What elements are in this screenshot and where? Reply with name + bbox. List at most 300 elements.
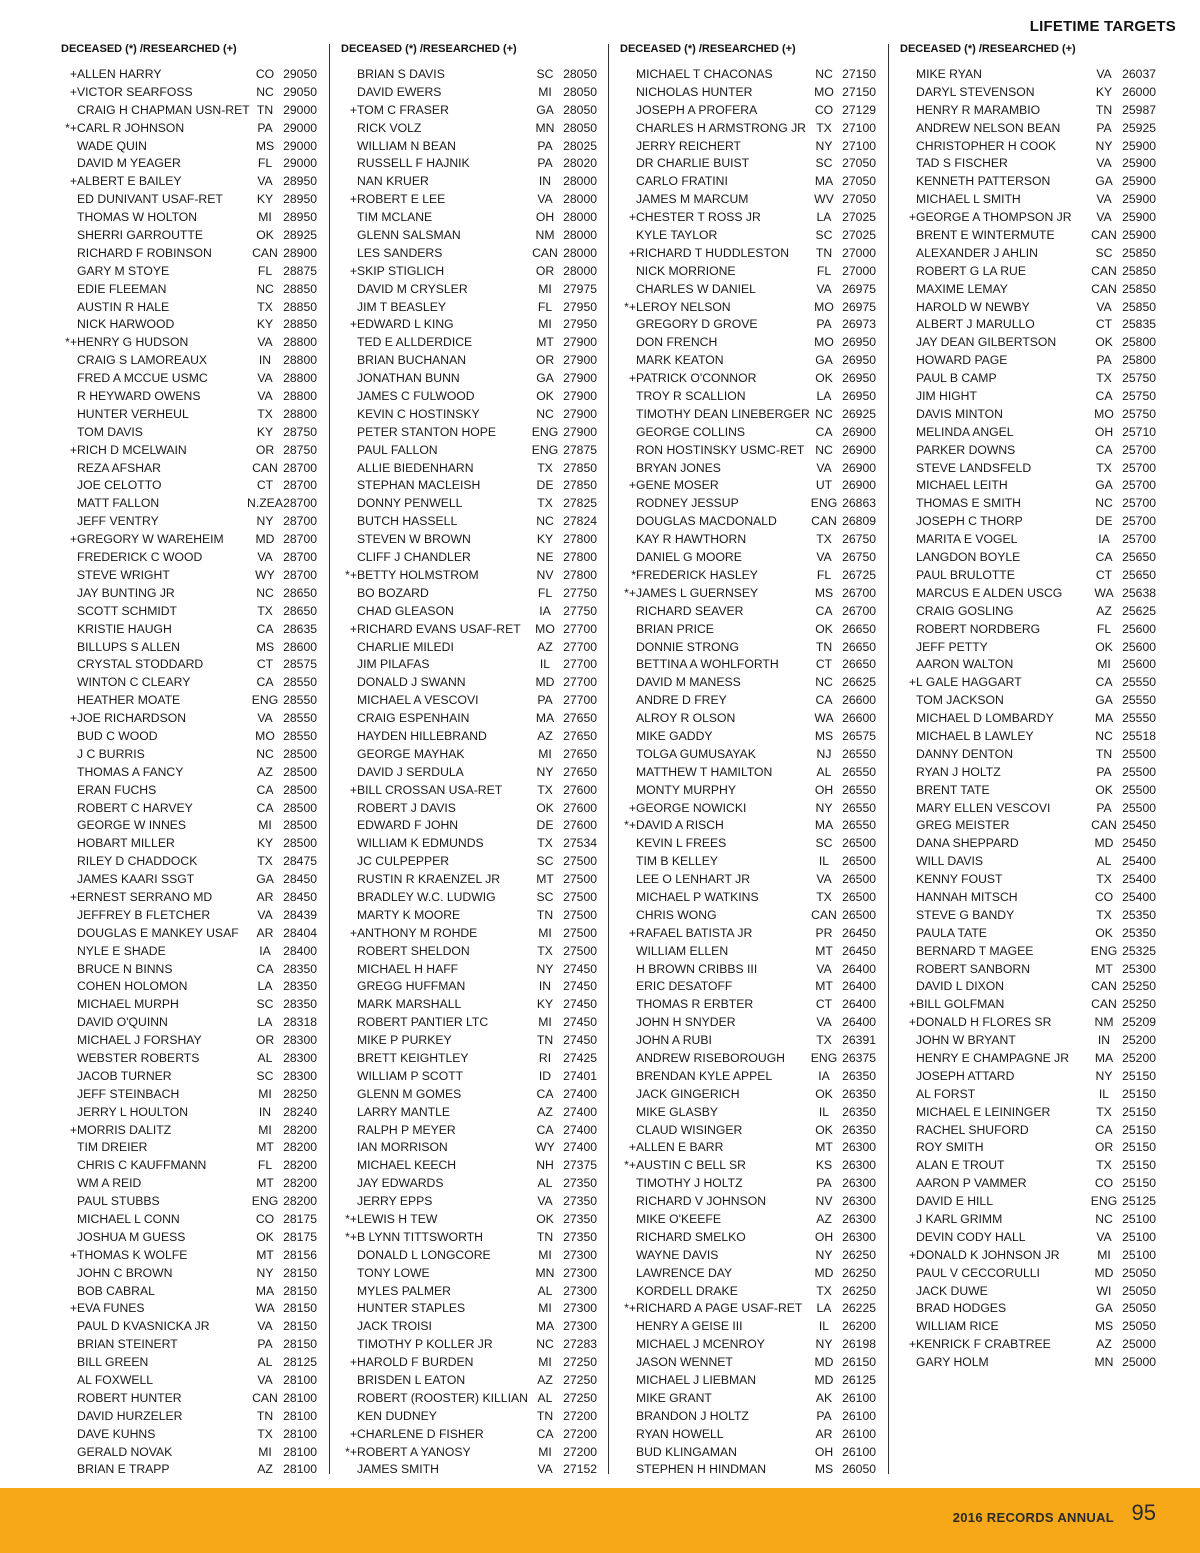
hunter-name: ANTHONY M ROHDE xyxy=(357,925,478,940)
record-row xyxy=(620,835,882,853)
hunter-name: BETTINA A WOHLFORTH xyxy=(636,657,779,672)
hunter-name: MARTY K MOORE xyxy=(357,907,461,922)
record-row xyxy=(341,1300,603,1318)
record-row xyxy=(620,692,882,710)
score-value: 27824 xyxy=(563,514,597,529)
hunter-name: AARON P VAMMER xyxy=(916,1176,1027,1191)
hunter-name: NICK HARWOOD xyxy=(77,317,175,332)
score-value: 28700 xyxy=(283,460,317,475)
state-code: CA xyxy=(1095,1122,1113,1137)
status-marker: + xyxy=(908,675,916,690)
score-value: 29000 xyxy=(283,120,317,135)
score-value: 27900 xyxy=(563,335,597,350)
score-value: 27450 xyxy=(563,961,597,976)
score-value: 28100 xyxy=(283,1462,317,1477)
record-row xyxy=(620,907,882,925)
hunter-name: MIKE GLASBY xyxy=(636,1104,718,1119)
state-code: MI xyxy=(538,84,552,99)
record-row xyxy=(61,1032,323,1050)
state-code: KY xyxy=(536,997,554,1012)
score-value: 26550 xyxy=(842,764,876,779)
record-row xyxy=(900,1050,1162,1068)
record-row xyxy=(341,800,603,818)
record-row xyxy=(900,1211,1162,1229)
state-code: MI xyxy=(538,925,552,940)
record-row xyxy=(61,352,323,370)
hunter-name: TOM DAVIS xyxy=(77,424,143,439)
record-row xyxy=(61,925,323,943)
state-code: NY xyxy=(815,800,833,815)
record-row xyxy=(341,352,603,370)
state-code: MN xyxy=(535,120,555,135)
record-row xyxy=(61,316,323,334)
state-code: AL xyxy=(537,1283,553,1298)
record-row xyxy=(341,155,603,173)
score-value: 26100 xyxy=(842,1426,876,1441)
record-row xyxy=(620,102,882,120)
score-value: 26350 xyxy=(842,1122,876,1137)
record-row xyxy=(620,800,882,818)
record-row xyxy=(341,191,603,209)
hunter-name: GREGORY W WAREHEIM xyxy=(77,532,224,547)
state-code: OH xyxy=(814,1229,834,1244)
hunter-name: FRED A MCCUE USMC xyxy=(77,371,208,386)
score-value: 26300 xyxy=(842,1212,876,1226)
hunter-name: GLENN SALSMAN xyxy=(357,228,461,243)
score-value: 27400 xyxy=(563,1086,597,1101)
score-value: 28020 xyxy=(563,156,597,171)
state-code: VA xyxy=(816,460,832,475)
score-value: 28800 xyxy=(283,406,317,421)
state-code: WA xyxy=(814,711,834,726)
record-row xyxy=(900,1139,1162,1157)
column-divider xyxy=(608,44,609,1474)
record-row xyxy=(61,245,323,263)
hunter-name: BUD KLINGAMAN xyxy=(636,1444,737,1459)
status-marker: + xyxy=(69,67,77,81)
record-row xyxy=(341,281,603,299)
record-row xyxy=(341,1247,603,1265)
score-value: 27950 xyxy=(563,299,597,314)
record-row xyxy=(61,674,323,692)
record-row xyxy=(61,102,323,120)
score-value: 26625 xyxy=(842,675,876,690)
score-value: 25450 xyxy=(1122,818,1156,833)
hunter-name: JACK GINGERICH xyxy=(636,1086,740,1101)
score-value: 25150 xyxy=(1122,1158,1156,1173)
hunter-name: KYLE TAYLOR xyxy=(636,228,718,243)
hunter-name: MICHAEL T CHACONAS xyxy=(636,67,773,81)
record-row xyxy=(341,1318,603,1336)
record-row xyxy=(620,567,882,585)
state-code: VA xyxy=(257,711,273,726)
record-row xyxy=(900,406,1162,424)
score-value: 27825 xyxy=(563,496,597,511)
column-2 xyxy=(341,42,603,1479)
state-code: MT xyxy=(1095,961,1113,976)
record-row xyxy=(61,1390,323,1408)
score-value: 27450 xyxy=(563,997,597,1012)
record-row xyxy=(61,531,323,549)
score-value: 25100 xyxy=(1122,1212,1156,1226)
score-value: 26575 xyxy=(842,728,876,743)
hunter-name: BRIAN E TRAPP xyxy=(77,1462,170,1477)
score-value: 25800 xyxy=(1122,353,1156,368)
hunter-name: DAVID J SERDULA xyxy=(357,764,464,779)
hunter-name: STEVE LANDSFELD xyxy=(916,460,1032,475)
hunter-name: WILL DAVIS xyxy=(916,854,984,869)
record-row xyxy=(900,191,1162,209)
record-row xyxy=(61,1265,323,1283)
state-code: NV xyxy=(536,567,554,582)
score-value: 27900 xyxy=(563,424,597,439)
record-row xyxy=(900,889,1162,907)
state-code: SC xyxy=(536,854,554,869)
hunter-name: JAMES M MARCUM xyxy=(636,192,749,207)
score-value: 27129 xyxy=(842,102,876,117)
hunter-name: ALROY R OLSON xyxy=(636,711,736,726)
state-code: IA xyxy=(1098,532,1110,547)
hunter-name: BETTY HOLMSTROM xyxy=(357,567,479,582)
state-code: FL xyxy=(816,263,832,278)
record-row xyxy=(900,1354,1162,1372)
score-value: 28100 xyxy=(283,1373,317,1388)
score-value: 28700 xyxy=(283,514,317,529)
state-code: NY xyxy=(256,514,274,529)
state-code: LA xyxy=(816,210,832,225)
record-row xyxy=(61,1336,323,1354)
state-code: IL xyxy=(818,1319,830,1334)
record-row xyxy=(900,674,1162,692)
hunter-name: HAYDEN HILLEBRAND xyxy=(357,728,487,743)
hunter-name: STEPHAN MACLEISH xyxy=(357,478,481,493)
record-row xyxy=(341,639,603,657)
state-code: SC xyxy=(815,836,833,851)
state-code: MA xyxy=(535,711,555,726)
hunter-name: THOMAS W HOLTON xyxy=(77,210,198,225)
score-value: 27100 xyxy=(842,138,876,153)
score-value: 26050 xyxy=(842,1462,876,1477)
column-header: DECEASED (*) /RESEARCHED (+) xyxy=(900,43,1076,55)
score-value: 28800 xyxy=(283,371,317,386)
record-row xyxy=(620,943,882,961)
record-row xyxy=(61,1318,323,1336)
score-value: 27500 xyxy=(563,872,597,887)
score-value: 29000 xyxy=(283,102,317,117)
score-value: 27900 xyxy=(563,353,597,368)
state-code: VA xyxy=(257,389,273,404)
hunter-name: ALLEN E BARR xyxy=(636,1140,724,1155)
record-row xyxy=(620,603,882,621)
record-row xyxy=(341,1122,603,1140)
state-code: CO xyxy=(1094,889,1114,904)
state-code: CT xyxy=(1095,567,1113,582)
score-value: 25400 xyxy=(1122,854,1156,869)
state-code: OK xyxy=(256,1229,274,1244)
record-row xyxy=(900,853,1162,871)
state-code: TX xyxy=(1096,371,1112,386)
state-code: ID xyxy=(538,1068,552,1083)
state-code: FL xyxy=(257,263,273,278)
state-code: PA xyxy=(816,1408,832,1423)
record-row xyxy=(61,477,323,495)
hunter-name: BRENT E WINTERMUTE xyxy=(916,228,1055,243)
score-value: 26100 xyxy=(842,1390,876,1405)
hunter-name: HAROLD F BURDEN xyxy=(357,1355,474,1370)
hunter-name: GERALD NOVAK xyxy=(77,1444,173,1459)
state-code: PA xyxy=(816,317,832,332)
state-code: KY xyxy=(256,317,274,332)
hunter-name: JAY EDWARDS xyxy=(357,1176,444,1191)
hunter-name: BUTCH HASSELL xyxy=(357,514,458,529)
record-row xyxy=(900,692,1162,710)
record-row xyxy=(620,209,882,227)
hunter-name: RALPH P MEYER xyxy=(357,1122,456,1137)
record-row xyxy=(900,800,1162,818)
record-row xyxy=(620,84,882,102)
hunter-name: DEVIN CODY HALL xyxy=(916,1229,1026,1244)
state-code: CO xyxy=(1094,1176,1114,1191)
score-value: 25400 xyxy=(1122,889,1156,904)
hunter-name: THOMAS R ERBTER xyxy=(636,997,754,1012)
status-marker: + xyxy=(908,1247,916,1262)
record-row xyxy=(900,1122,1162,1140)
state-code: VA xyxy=(257,550,273,565)
hunter-name: RUSSELL F HAJNIK xyxy=(357,156,470,171)
state-code: MD xyxy=(814,1373,834,1388)
score-value: 28750 xyxy=(283,442,317,457)
record-row xyxy=(620,388,882,406)
hunter-name: JONATHAN BUNN xyxy=(357,371,460,386)
state-code: MD xyxy=(535,675,555,690)
status-marker: *+ xyxy=(624,1301,636,1316)
score-value: 28950 xyxy=(283,192,317,207)
state-code: TX xyxy=(816,1033,832,1048)
hunter-name: CHARLES H ARMSTRONG JR xyxy=(636,120,806,135)
hunter-name: KORDELL DRAKE xyxy=(636,1283,738,1298)
hunter-name: ROY SMITH xyxy=(916,1140,984,1155)
score-value: 25987 xyxy=(1122,102,1156,117)
hunter-name: JEFF PETTY xyxy=(916,639,988,654)
record-row xyxy=(341,460,603,478)
score-value: 27800 xyxy=(563,550,597,565)
record-row xyxy=(620,138,882,156)
hunter-name: KENRICK F CRABTREE xyxy=(916,1337,1051,1352)
column-divider xyxy=(329,44,330,1474)
state-code: NY xyxy=(1095,1068,1113,1083)
state-code: PR xyxy=(815,925,833,940)
status-marker: + xyxy=(349,925,357,940)
hunter-name: KEVIN L FREES xyxy=(636,836,727,851)
score-value: 27000 xyxy=(842,245,876,260)
status-marker: + xyxy=(349,317,357,332)
hunter-name: CRAIG H CHAPMAN USN-RET xyxy=(77,102,250,117)
hunter-name: WILLIAM RICE xyxy=(916,1319,999,1334)
state-code: ENG xyxy=(810,496,838,511)
hunter-name: RICHARD V JOHNSON xyxy=(636,1194,767,1209)
state-code: CA xyxy=(256,961,274,976)
record-row xyxy=(61,1300,323,1318)
hunter-name: GEORGE COLLINS xyxy=(636,424,746,439)
record-row xyxy=(900,334,1162,352)
record-row xyxy=(900,138,1162,156)
hunter-name: DONALD L LONGCORE xyxy=(357,1247,491,1262)
score-value: 25200 xyxy=(1122,1033,1156,1048)
record-row xyxy=(341,84,603,102)
state-code: TN xyxy=(1095,102,1113,117)
state-code: TX xyxy=(1096,872,1112,887)
hunter-name: RICHARD SMELKO xyxy=(636,1229,746,1244)
hunter-name: JACOB TURNER xyxy=(77,1068,172,1083)
record-list xyxy=(61,66,323,1479)
hunter-name: TOLGA GUMUSAYAK xyxy=(636,746,756,761)
state-code: IA xyxy=(818,1068,830,1083)
hunter-name: MICHAEL LEITH xyxy=(916,478,1008,493)
record-row xyxy=(900,513,1162,531)
state-code: IL xyxy=(818,854,830,869)
hunter-name: GARY M STOYE xyxy=(77,263,170,278)
status-marker: + xyxy=(349,1355,357,1370)
hunter-name: MIKE P PURKEY xyxy=(357,1033,452,1048)
record-row xyxy=(61,1229,323,1247)
hunter-name: EDIE FLEEMAN xyxy=(77,281,167,296)
hunter-name: AUSTIN C BELL SR xyxy=(636,1158,746,1173)
state-code: MT xyxy=(256,1140,274,1155)
hunter-name: CHARLES W DANIEL xyxy=(636,281,756,296)
hunter-name: BRETT KEIGHTLEY xyxy=(357,1050,469,1065)
record-row xyxy=(900,925,1162,943)
record-list xyxy=(620,66,882,1479)
hunter-name: EVA FUNES xyxy=(77,1301,145,1316)
hunter-name: ROBERT G LA RUE xyxy=(916,263,1026,278)
hunter-name: PAUL STUBBS xyxy=(77,1194,160,1209)
hunter-name: ROBERT SANBORN xyxy=(916,961,1031,976)
score-value: 27900 xyxy=(563,389,597,404)
hunter-name: PATRICK O'CONNOR xyxy=(636,371,757,386)
record-row xyxy=(61,585,323,603)
state-code: ENG xyxy=(251,693,279,708)
record-row xyxy=(900,961,1162,979)
state-code: VA xyxy=(257,335,273,350)
record-row xyxy=(341,66,603,84)
hunter-name: NICHOLAS HUNTER xyxy=(636,84,753,99)
record-row xyxy=(620,406,882,424)
score-value: 25350 xyxy=(1122,925,1156,940)
score-value: 26250 xyxy=(842,1283,876,1298)
score-value: 25150 xyxy=(1122,1068,1156,1083)
state-code: MS xyxy=(814,728,834,743)
state-code: CAN xyxy=(1091,818,1117,833)
hunter-name: RODNEY JESSUP xyxy=(636,496,739,511)
state-code: TX xyxy=(816,1283,832,1298)
record-row xyxy=(620,245,882,263)
score-value: 25518 xyxy=(1122,728,1156,743)
state-code: OK xyxy=(536,389,554,404)
record-row xyxy=(341,120,603,138)
score-value: 28200 xyxy=(283,1176,317,1191)
score-value: 26391 xyxy=(842,1033,876,1048)
state-code: PA xyxy=(257,1337,273,1352)
score-value: 25050 xyxy=(1122,1265,1156,1280)
hunter-name: JOE RICHARDSON xyxy=(77,711,187,726)
hunter-name: SHERRI GARROUTTE xyxy=(77,228,203,243)
hunter-name: JERRY REICHERT xyxy=(636,138,741,153)
hunter-name: CLAUD WISINGER xyxy=(636,1122,743,1137)
record-row xyxy=(620,191,882,209)
hunter-name: L GALE HAGGART xyxy=(916,675,1022,690)
state-code: VA xyxy=(257,907,273,922)
record-row xyxy=(341,424,603,442)
state-code: MN xyxy=(535,1265,555,1280)
hunter-name: TIM DREIER xyxy=(77,1140,148,1155)
state-code: AZ xyxy=(1096,1337,1112,1352)
state-code: MI xyxy=(538,1355,552,1370)
score-value: 25200 xyxy=(1122,1050,1156,1065)
state-code: CA xyxy=(1095,442,1113,457)
score-value: 27750 xyxy=(563,585,597,600)
record-row xyxy=(620,263,882,281)
record-row xyxy=(900,1086,1162,1104)
record-row xyxy=(341,1354,603,1372)
record-row xyxy=(900,1104,1162,1122)
state-code: MD xyxy=(814,1355,834,1370)
state-code: MS xyxy=(1094,1319,1114,1334)
score-value: 27200 xyxy=(563,1408,597,1423)
state-code: NC xyxy=(815,675,833,690)
state-code: TX xyxy=(537,836,553,851)
state-code: VA xyxy=(257,1373,273,1388)
hunter-name: TOM C FRASER xyxy=(357,102,449,117)
score-value: 26037 xyxy=(1122,67,1156,81)
state-code: IL xyxy=(818,1104,830,1119)
hunter-name: TOM JACKSON xyxy=(916,693,1004,708)
hunter-name: RYAN J HOLTZ xyxy=(916,764,1001,779)
hunter-name: ERAN FUCHS xyxy=(77,782,157,797)
score-value: 27401 xyxy=(563,1068,597,1083)
record-row xyxy=(61,621,323,639)
record-row xyxy=(900,656,1162,674)
hunter-name: THOMAS E SMITH xyxy=(916,496,1021,511)
score-value: 28475 xyxy=(283,854,317,869)
record-row xyxy=(900,1336,1162,1354)
record-row xyxy=(620,853,882,871)
score-value: 27950 xyxy=(563,317,597,332)
record-row xyxy=(341,388,603,406)
score-value: 28240 xyxy=(283,1104,317,1119)
state-code: CA xyxy=(1095,550,1113,565)
state-code: AL xyxy=(816,764,832,779)
hunter-name: JACK TROISI xyxy=(357,1319,432,1334)
state-code: AZ xyxy=(537,1104,553,1119)
status-marker: + xyxy=(349,102,357,117)
record-row xyxy=(341,173,603,191)
state-code: TN xyxy=(815,245,833,260)
hunter-name: HUNTER VERHEUL xyxy=(77,406,189,421)
score-value: 28750 xyxy=(283,424,317,439)
hunter-name: ALLIE BIEDENHARN xyxy=(357,460,474,475)
record-row xyxy=(61,692,323,710)
state-code: WY xyxy=(255,567,275,582)
record-row xyxy=(61,1139,323,1157)
status-marker: *+ xyxy=(345,1444,357,1459)
score-value: 28050 xyxy=(563,84,597,99)
record-row xyxy=(900,1014,1162,1032)
score-value: 25900 xyxy=(1122,210,1156,225)
state-code: MI xyxy=(538,1301,552,1316)
state-code: TX xyxy=(1096,907,1112,922)
score-value: 27350 xyxy=(563,1176,597,1191)
hunter-name: BRIAN PRICE xyxy=(636,621,714,636)
